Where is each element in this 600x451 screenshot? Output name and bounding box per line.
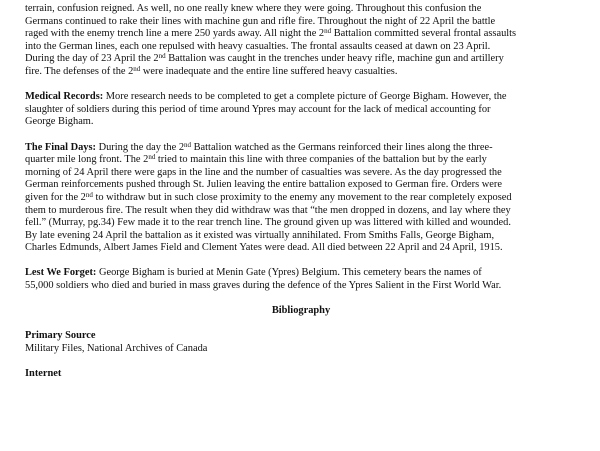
section-heading: Medical Records: (25, 91, 104, 103)
primary-source-item: Military Files, National Archives of Canada (25, 343, 208, 355)
final-days-paragraph (25, 142, 577, 255)
text-line: 55,000 soldiers who died and buried in mass graves during the defence of the Ypres Salient in the First World War. (25, 280, 502, 292)
text-line: During the day of 23 April the 2nd Battalion was caught in the trenches under heavy rifle, machine gun and artillery (25, 52, 504, 65)
battle-paragraph (25, 3, 577, 79)
text-line: them to murderous fire. The result when they did withdraw was that “the men dropped in dozens, and lay where they (25, 204, 511, 216)
bibliography-title: Bibliography (271, 305, 331, 317)
medical-records-paragraph (25, 91, 577, 129)
text-line: quarter mile long front. The 2nd tried to maintain this line with three companies of the battalion but by the early (25, 153, 487, 166)
text-line: By late evening 24 April the battalion as it existed was virtually annihilated. From Smiths Falls, George Bigham, (25, 229, 495, 241)
text-line: into the German lines, each one repulsed with heavy casualties. The frontal assaults ceased at dawn on 23 April. (25, 40, 491, 52)
internet-heading: Internet (25, 368, 62, 380)
text-line: Charles Edmunds, Albert James Field and Clement Yates were dead. All died between 22 April and 24 April, 1915. (25, 242, 503, 254)
lest-we-forget-paragraph (25, 267, 577, 292)
text-line: terrain, confusion reigned. As well, no one really knew where they were going. Throughout this confusion the (25, 3, 482, 14)
text-line: Lest We Forget: George Bigham is buried at Menin Gate (Ypres) Belgium. This cemetery bears the names of (25, 267, 482, 279)
text-line: morning of 24 April there were gaps in the line and the number of casualties was severe. As the day progressed the (25, 166, 502, 178)
text-line: German reinforcements pushed through St. Julien leaving the entire battalion exposed to German fire. Orders were (25, 179, 502, 191)
text-line: fell.” (Murray, pg.34) Few made it to the rear trench line. The ground given up was littered with killed and wounded. (25, 217, 511, 229)
text-line: slaughter of soldiers during this period of time around Ypres may account for the lack of medical accounting for (25, 103, 491, 115)
text-line: fire. The defenses of the 2nd were inadequate and the entire line suffered heavy casualties. (25, 64, 398, 77)
text-line: raged with the enemy trench line a mere 250 yards away. All night the 2nd Battalion committed several frontal assaults (25, 27, 517, 40)
section-heading: The Final Days: (25, 141, 97, 153)
text-line: Germans continued to rake their lines with machine gun and rifle fire. Throughout the night of 22 April the battle (25, 15, 496, 27)
text-line: The Final Days: During the day the 2nd Battalion watched as the Germans reinforced their lines along the three- (25, 140, 493, 153)
section-heading: Lest We Forget: (25, 267, 97, 279)
text-line: Medical Records: More research needs to be completed to get a complete picture of George Bigham. However, the (25, 91, 507, 103)
text-line: given for the 2nd to withdraw but in such close proximity to the enemy any movement to the rear completely exposed (25, 190, 512, 203)
text-line: George Bigham. (25, 116, 94, 128)
document-body (25, 3, 577, 381)
primary-source-heading: Primary Source (25, 330, 96, 342)
